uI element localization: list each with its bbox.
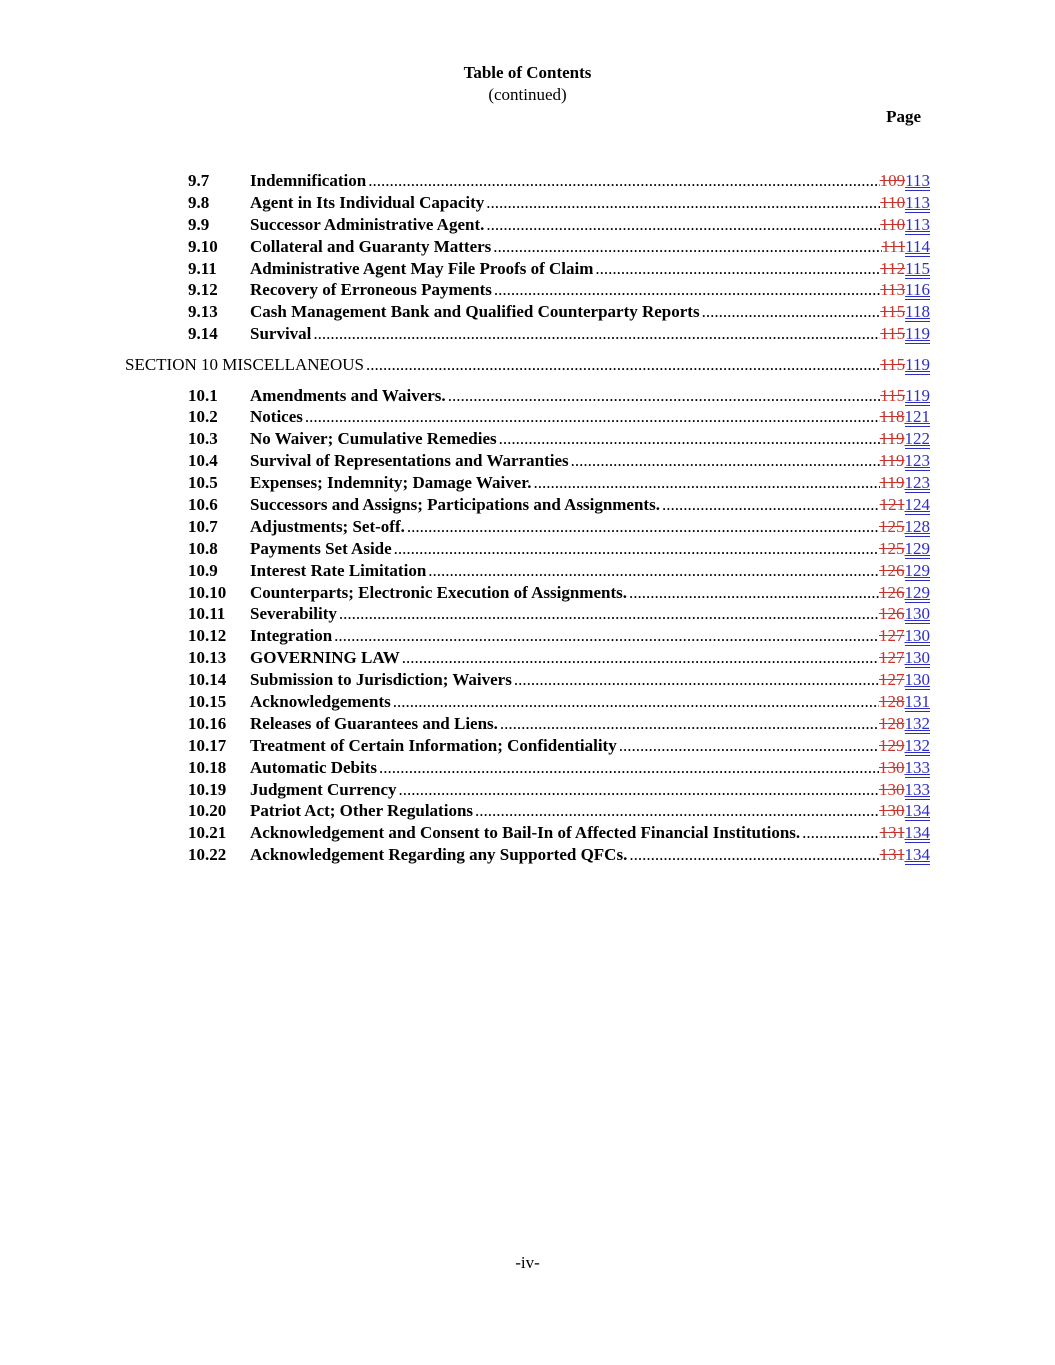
toc-entry-pages xyxy=(879,713,930,735)
toc-row xyxy=(125,691,930,713)
deleted-page-number: 110 xyxy=(880,214,906,234)
inserted-page-number: 129 xyxy=(904,582,930,602)
inserted-page-number: 129 xyxy=(904,538,930,558)
toc-entry-number: 10.7 xyxy=(188,516,218,536)
inserted-page-number: 118 xyxy=(905,302,930,322)
toc-row xyxy=(125,625,930,647)
toc-entry-pages xyxy=(880,170,930,192)
toc-entry-pages xyxy=(880,428,930,450)
toc-entry-title: Agent in Its Individual Capacity xyxy=(250,192,485,212)
dot-leader xyxy=(627,844,879,866)
dot-leader xyxy=(627,582,879,604)
toc-row xyxy=(125,647,930,669)
toc-entry-pages xyxy=(880,822,930,844)
deleted-page-number: 128 xyxy=(879,713,905,733)
deleted-page-number: 126 xyxy=(879,560,905,580)
dot-leader xyxy=(311,323,880,345)
deleted-page-number: 131 xyxy=(879,823,905,843)
toc-entry-title: Cash Management Bank and Qualified Counterparty Reports xyxy=(250,302,700,322)
toc-entry-title: Counterparts; Electronic Execution of Assignments. xyxy=(250,582,627,602)
dot-leader xyxy=(512,669,879,691)
toc-entry-pages xyxy=(880,301,930,323)
toc-entry-pages xyxy=(880,214,930,236)
dot-leader xyxy=(392,538,879,560)
toc-entry-pages xyxy=(879,560,930,582)
deleted-page-number: 125 xyxy=(879,538,905,558)
toc-entry-title: Severability xyxy=(250,604,337,624)
toc-row xyxy=(125,582,930,604)
toc-entry-title: SECTION 10 MISCELLANEOUS xyxy=(125,354,364,374)
deleted-page-number: 125 xyxy=(879,516,905,536)
inserted-page-number: 134 xyxy=(904,801,930,821)
deleted-page-number: 118 xyxy=(879,407,905,427)
toc-row xyxy=(125,735,930,757)
dot-leader xyxy=(405,516,879,538)
dot-leader xyxy=(473,800,879,822)
toc-row xyxy=(125,822,930,844)
toc-entry-title: Notices xyxy=(250,407,303,427)
inserted-page-number: 119 xyxy=(905,354,930,374)
toc-entry-number: 10.19 xyxy=(188,779,227,799)
toc-entry-pages xyxy=(880,279,930,301)
deleted-page-number: 110 xyxy=(880,192,906,212)
dot-leader xyxy=(491,236,881,258)
deleted-page-number: 112 xyxy=(880,258,906,278)
page-content xyxy=(125,0,930,866)
toc-entry-pages xyxy=(880,323,930,345)
toc-row xyxy=(125,669,930,691)
toc-entry-number: 9.10 xyxy=(188,236,218,256)
toc-entry-number: 10.5 xyxy=(188,473,218,493)
toc-entry-pages xyxy=(880,406,930,428)
toc-entry-number: 10.13 xyxy=(188,648,227,668)
toc-entry-title: Amendments and Waivers. xyxy=(250,385,446,405)
toc-entry-title: Releases of Guarantees and Liens. xyxy=(250,713,498,733)
inserted-page-number: 130 xyxy=(904,604,930,624)
toc-entry-pages xyxy=(879,625,930,647)
toc-subtitle: (continued) xyxy=(488,85,567,104)
toc-entry-number: 9.11 xyxy=(188,258,217,278)
toc-entry-pages xyxy=(879,800,930,822)
inserted-page-number: 132 xyxy=(904,713,930,733)
toc-entry-title: Judgment Currency xyxy=(250,779,397,799)
toc-row xyxy=(125,354,930,376)
toc-row xyxy=(125,323,930,345)
deleted-page-number: 128 xyxy=(879,691,905,711)
inserted-page-number: 114 xyxy=(905,236,930,256)
toc-row xyxy=(125,757,930,779)
deleted-page-number: 130 xyxy=(879,757,905,777)
toc-entry-number: 10.15 xyxy=(188,691,227,711)
deleted-page-number: 111 xyxy=(881,236,906,256)
toc-entry-pages xyxy=(880,258,930,280)
inserted-page-number: 128 xyxy=(904,516,930,536)
dot-leader xyxy=(400,647,879,669)
toc-entry-title: No Waiver; Cumulative Remedies xyxy=(250,429,497,449)
toc-row xyxy=(125,800,930,822)
dot-leader xyxy=(484,192,880,214)
dot-leader xyxy=(531,472,879,494)
deleted-page-number: 115 xyxy=(880,385,906,405)
toc-entry-number: 9.9 xyxy=(188,214,210,234)
toc-entry-title: Submission to Jurisdiction; Waivers xyxy=(250,670,512,690)
toc-entry-pages xyxy=(879,735,930,757)
toc-entry-title: Adjustments; Set-off. xyxy=(250,516,405,536)
toc-entry-pages xyxy=(880,354,930,376)
toc-row xyxy=(125,385,930,407)
deleted-page-number: 129 xyxy=(879,735,905,755)
toc-entry-pages xyxy=(879,757,930,779)
inserted-page-number: 124 xyxy=(904,494,930,514)
inserted-page-number: 119 xyxy=(905,324,930,344)
toc-entry-title: Automatic Debits xyxy=(250,757,378,777)
inserted-page-number: 131 xyxy=(904,691,930,711)
toc-row xyxy=(125,560,930,582)
dot-leader xyxy=(332,625,879,647)
inserted-page-number: 113 xyxy=(905,171,930,190)
toc-entry-number: 10.11 xyxy=(188,604,226,624)
toc-row xyxy=(125,428,930,450)
toc-row xyxy=(125,258,930,280)
toc-entry-title: Successors and Assigns; Participations and Assignments. xyxy=(250,494,660,514)
toc-entry-title: Indemnification xyxy=(250,171,367,190)
inserted-page-number: 122 xyxy=(904,429,930,449)
toc-entry-number: 10.21 xyxy=(188,823,227,843)
toc-entry-title: Survival of Representations and Warranties xyxy=(250,451,569,471)
toc-entry-pages xyxy=(879,582,930,604)
dot-leader xyxy=(364,354,880,376)
toc-entry-number: 10.3 xyxy=(188,429,218,449)
toc-entry-title: Collateral and Guaranty Matters xyxy=(250,236,492,256)
toc-entry-pages xyxy=(880,472,930,494)
inserted-page-number: 115 xyxy=(905,258,930,278)
toc-row xyxy=(125,279,930,301)
deleted-page-number: 119 xyxy=(879,473,905,493)
dot-leader xyxy=(800,822,879,844)
toc-entry-number: 10.14 xyxy=(188,670,227,690)
toc-entry-title: Payments Set Aside xyxy=(250,538,392,558)
inserted-page-number: 130 xyxy=(904,626,930,646)
toc-entry-number: 9.14 xyxy=(188,324,218,344)
toc-entry-number: 10.6 xyxy=(188,494,218,514)
dot-leader xyxy=(446,385,881,407)
page-column-label: Page xyxy=(886,107,921,126)
page-number-footer: -iv- xyxy=(515,1253,540,1272)
inserted-page-number: 113 xyxy=(905,192,930,212)
toc-entry-title: Interest Rate Limitation xyxy=(250,560,427,580)
toc-entry-list xyxy=(125,170,930,866)
toc-entry-pages xyxy=(879,691,930,713)
inserted-page-number: 130 xyxy=(904,648,930,668)
toc-entry-pages xyxy=(879,516,930,538)
toc-entry-title: Integration xyxy=(250,626,333,646)
toc-entry-title: Expenses; Indemnity; Damage Waiver. xyxy=(250,473,532,493)
toc-entry-pages xyxy=(880,450,930,472)
deleted-page-number: 127 xyxy=(879,670,905,690)
toc-entry-pages xyxy=(880,844,930,866)
deleted-page-number: 109 xyxy=(879,171,906,190)
dot-leader xyxy=(492,279,880,301)
inserted-page-number: 134 xyxy=(904,823,930,843)
toc-entry-number: 10.16 xyxy=(188,713,227,733)
toc-entry-title: Recovery of Erroneous Payments xyxy=(250,280,492,300)
inserted-page-number: 123 xyxy=(904,451,930,471)
deleted-page-number: 130 xyxy=(879,779,905,799)
toc-entry-number: 9.13 xyxy=(188,302,218,322)
deleted-page-number: 131 xyxy=(879,845,905,865)
toc-entry-pages xyxy=(880,192,930,214)
toc-entry-pages xyxy=(879,647,930,669)
toc-entry-pages xyxy=(879,538,930,560)
dot-leader xyxy=(593,258,880,280)
toc-row xyxy=(125,406,930,428)
toc-row xyxy=(125,603,930,625)
deleted-page-number: 119 xyxy=(879,451,905,471)
dot-leader xyxy=(617,735,879,757)
dot-leader xyxy=(337,603,879,625)
inserted-page-number: 134 xyxy=(904,845,930,865)
deleted-page-number: 130 xyxy=(879,801,905,821)
dot-leader xyxy=(484,214,880,236)
toc-entry-number: 9.12 xyxy=(188,280,218,300)
inserted-page-number: 133 xyxy=(904,779,930,799)
toc-row xyxy=(125,301,930,323)
inserted-page-number: 119 xyxy=(905,385,930,405)
toc-entry-pages xyxy=(880,385,930,407)
toc-entry-number: 10.17 xyxy=(188,735,227,755)
dot-leader xyxy=(497,428,880,450)
toc-entry-title: GOVERNING LAW xyxy=(250,648,400,668)
toc-entry-title: Patriot Act; Other Regulations xyxy=(250,801,474,821)
dot-leader xyxy=(700,301,881,323)
toc-entry-pages xyxy=(882,236,930,258)
toc-row xyxy=(125,450,930,472)
toc-entry-title: Treatment of Certain Information; Confidentiality xyxy=(250,735,617,755)
dot-leader xyxy=(366,170,879,192)
deleted-page-number: 119 xyxy=(879,429,905,449)
deleted-page-number: 115 xyxy=(880,354,906,374)
deleted-page-number: 126 xyxy=(879,582,905,602)
inserted-page-number: 116 xyxy=(905,280,930,300)
toc-row xyxy=(125,170,930,192)
toc-entry-number: 9.7 xyxy=(188,171,210,190)
dot-leader xyxy=(569,450,880,472)
dot-leader xyxy=(397,779,879,801)
inserted-page-number: 129 xyxy=(904,560,930,580)
dot-leader xyxy=(377,757,879,779)
toc-entry-pages xyxy=(879,669,930,691)
toc-row xyxy=(125,214,930,236)
deleted-page-number: 121 xyxy=(879,494,905,514)
toc-row xyxy=(125,844,930,866)
toc-row xyxy=(125,472,930,494)
deleted-page-number: 127 xyxy=(879,626,905,646)
toc-entry-title: Acknowledgement and Consent to Bail-In of Affected Financial Institutions. xyxy=(250,823,801,843)
inserted-page-number: 113 xyxy=(905,214,930,234)
dot-leader xyxy=(391,691,879,713)
toc-entry-title: Acknowledgements xyxy=(250,691,391,711)
dot-leader xyxy=(426,560,879,582)
toc-row xyxy=(125,538,930,560)
toc-entry-number: 10.22 xyxy=(188,845,227,865)
toc-row xyxy=(125,494,930,516)
toc-entry-pages xyxy=(880,494,930,516)
toc-row xyxy=(125,713,930,735)
toc-row xyxy=(125,779,930,801)
toc-entry-title: Successor Administrative Agent. xyxy=(250,214,485,234)
deleted-page-number: 127 xyxy=(879,648,905,668)
dot-leader xyxy=(303,406,880,428)
toc-title: Table of Contents xyxy=(463,63,592,82)
dot-leader xyxy=(660,494,880,516)
toc-entry-number: 10.10 xyxy=(188,582,227,602)
toc-row xyxy=(125,516,930,538)
inserted-page-number: 132 xyxy=(904,735,930,755)
toc-entry-number: 10.9 xyxy=(188,560,218,580)
toc-entry-number: 10.4 xyxy=(188,451,218,471)
deleted-page-number: 115 xyxy=(880,324,906,344)
toc-entry-pages xyxy=(879,779,930,801)
toc-entry-number: 9.8 xyxy=(188,192,210,212)
dot-leader xyxy=(498,713,879,735)
inserted-page-number: 121 xyxy=(904,407,930,427)
toc-entry-number: 10.12 xyxy=(188,626,227,646)
deleted-page-number: 113 xyxy=(880,280,906,300)
inserted-page-number: 133 xyxy=(904,757,930,777)
deleted-page-number: 126 xyxy=(879,604,905,624)
toc-entry-number: 10.18 xyxy=(188,757,227,777)
toc-entry-title: Administrative Agent May File Proofs of Claim xyxy=(250,258,594,278)
deleted-page-number: 115 xyxy=(880,302,906,322)
toc-entry-title: Survival xyxy=(250,324,312,344)
toc-entry-pages xyxy=(879,603,930,625)
toc-entry-number: 10.8 xyxy=(188,538,218,558)
toc-row xyxy=(125,192,930,214)
toc-entry-number: 10.20 xyxy=(188,801,227,821)
toc-entry-title: Acknowledgement Regarding any Supported QFCs. xyxy=(250,845,628,865)
toc-row xyxy=(125,236,930,258)
toc-entry-number: 10.2 xyxy=(188,407,218,427)
inserted-page-number: 130 xyxy=(904,670,930,690)
inserted-page-number: 123 xyxy=(904,473,930,493)
toc-entry-number: 10.1 xyxy=(188,385,218,405)
